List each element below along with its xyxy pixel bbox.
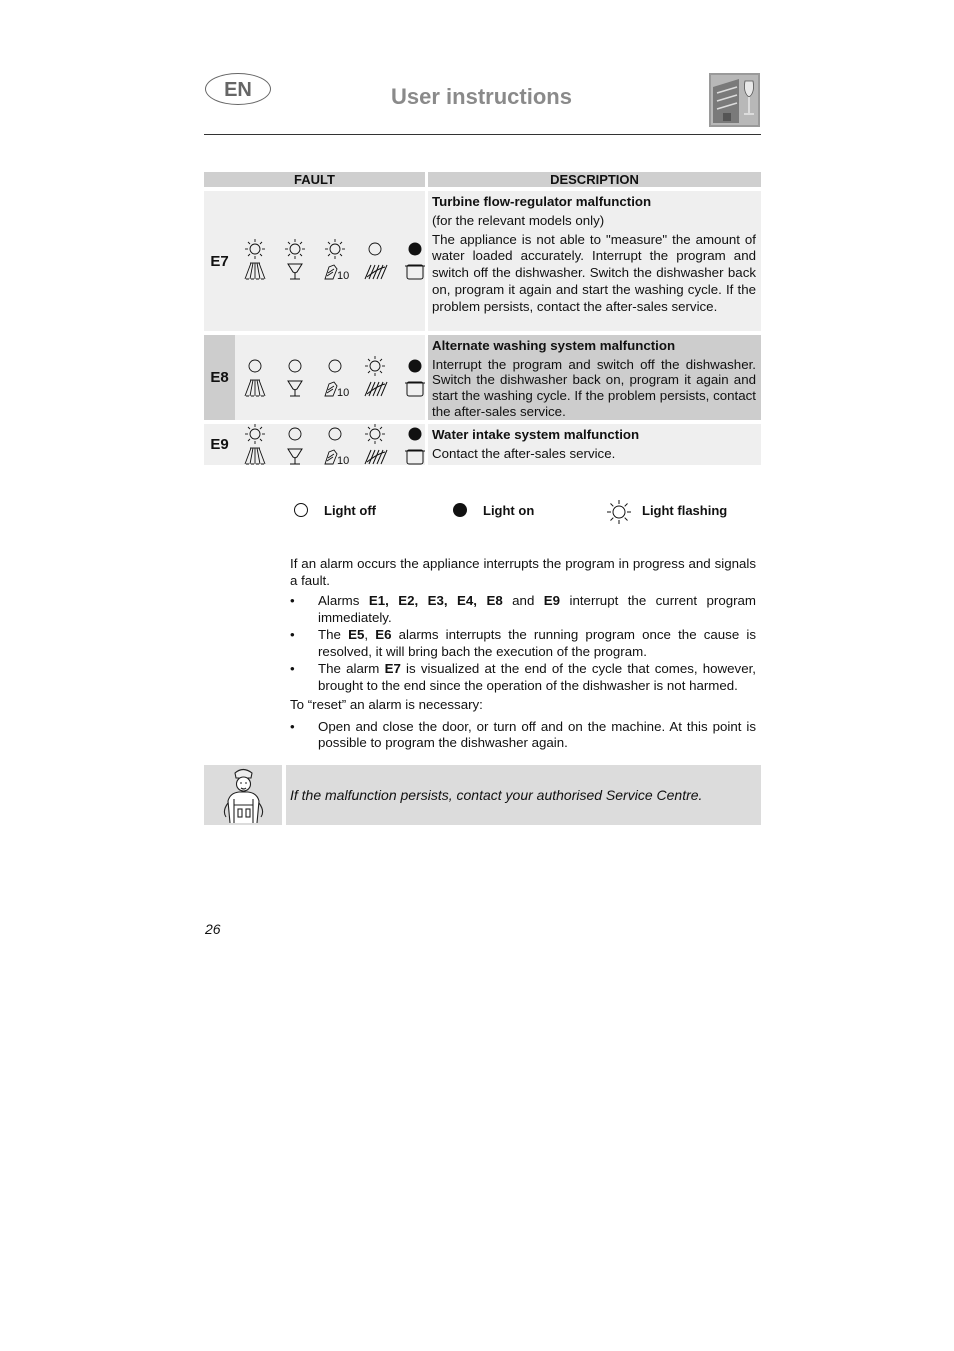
light-flashing-icon xyxy=(357,424,393,468)
light-flashing-icon xyxy=(277,239,313,283)
column-header-fault: FAULT xyxy=(204,172,425,187)
fault-description xyxy=(428,335,761,420)
dishwasher-image xyxy=(709,73,760,127)
alarm-instructions xyxy=(290,556,756,753)
svg-text:10: 10 xyxy=(337,386,350,399)
service-note-text: If the malfunction persists, contact your authorised Service Centre. xyxy=(290,787,703,803)
legend-light-off: Light off xyxy=(324,503,376,518)
light-off-icon xyxy=(357,239,393,283)
light-flashing-icon xyxy=(237,424,273,468)
language-badge: EN xyxy=(205,73,271,105)
reset-text: To “reset” an alarm is necessary: xyxy=(290,697,483,712)
svg-text:10: 10 xyxy=(337,455,350,467)
intro-text: If an alarm occurs the appliance interrupts the program in progress and signals a fault. xyxy=(290,556,756,588)
light-off-icon xyxy=(237,356,273,400)
light-off-icon xyxy=(277,356,313,400)
page-title: User instructions xyxy=(391,84,572,109)
fault-description xyxy=(428,191,761,331)
light-flashing-icon xyxy=(606,499,632,525)
light-flashing-icon xyxy=(317,239,353,283)
fault-title: Turbine flow-regulator malfunction xyxy=(432,194,652,209)
light-off-icon xyxy=(277,424,313,468)
service-note xyxy=(286,765,761,825)
fault-text: Interrupt the program and switch off the dishwasher. Switch the dishwasher back on, program it again and start the washing cycle. If the problem persists, contact the after-sales service. xyxy=(432,356,756,419)
fault-code: E9 xyxy=(204,424,235,465)
legend-light-on: Light on xyxy=(483,503,535,518)
column-header-description: DESCRIPTION xyxy=(428,172,761,187)
list-item: • The E5, E6 alarms interrupts the running program once the cause is resolved, it will bring bach the execution of the program. xyxy=(290,627,756,660)
light-flashing-icon xyxy=(357,356,393,400)
light-on-icon xyxy=(452,502,468,518)
technician-icon xyxy=(204,765,282,825)
fault-note: (for the relevant models only) xyxy=(432,212,605,228)
fault-text: The appliance is not able to "measure" the amount of water loaded accurately. Interrupt the program and switch off the dishwasher. Switch the dishwasher back on, program it again and start the washing cycle. If the problem persists, contact the after-sales service. xyxy=(432,231,756,314)
light-flashing-icon xyxy=(237,239,273,283)
fault-code: E8 xyxy=(204,335,235,420)
fault-title: Water intake system malfunction xyxy=(432,427,640,442)
light-off-icon xyxy=(317,356,353,400)
list-item: • Alarms E1, E2, E3, E4, E8 and E9 interrupt the current program immediately. xyxy=(290,593,756,626)
fault-description xyxy=(428,424,761,465)
indicator-lights xyxy=(235,191,425,331)
fault-code: E7 xyxy=(204,191,235,331)
fault-title: Alternate washing system malfunction xyxy=(432,338,676,353)
indicator-lights xyxy=(235,335,425,420)
indicator-lights xyxy=(235,424,425,465)
page-number: 26 xyxy=(205,921,221,937)
list-item: • The alarm E7 is visualized at the end of the cycle that comes, however, brought to the end since the operation of the dishwasher is not harmed. xyxy=(290,661,756,694)
svg-text:10: 10 xyxy=(337,270,350,282)
header-divider xyxy=(204,134,761,135)
legend-light-flashing: Light flashing xyxy=(642,503,728,518)
technician-icon-box xyxy=(204,765,282,825)
light-off-icon xyxy=(293,502,309,518)
list-item: • Open and close the door, or turn off and on the machine. At this point is possible to program the dishwasher again. xyxy=(290,719,756,752)
light-off-icon xyxy=(317,424,353,468)
fault-text: Contact the after-sales service. xyxy=(432,445,616,461)
